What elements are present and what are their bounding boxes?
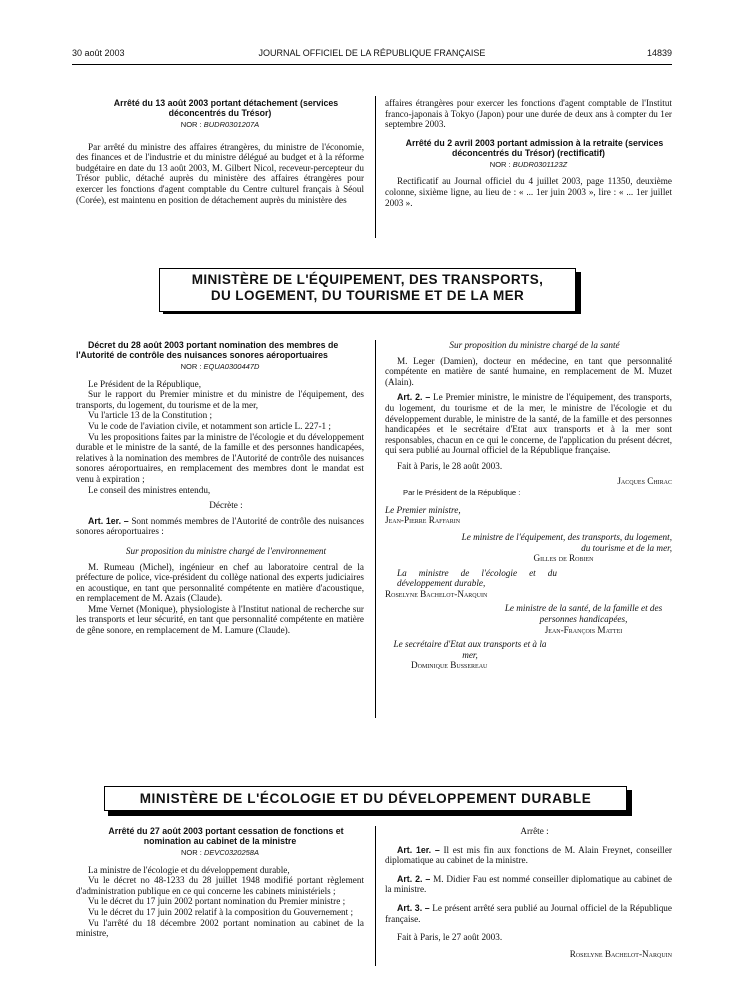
eq-minister-name: Gilles de Robien (533, 553, 594, 564)
arrete-detachement (76, 98, 364, 205)
arrete-art1: Art. 1er. – Il est mis fin aux fonctions de M. Alain Freynet, conseiller diplomatique au cabinet de la ministre. (385, 844, 672, 866)
arrete-para: Vu le décret du 17 juin 2002 portant nomination du Premier ministre ; (88, 896, 346, 907)
decret-title: Décret du 28 août 2003 portant nomination des membres de l'Autorité de contrôle des nuisances sonores aéroportuaires (76, 340, 339, 360)
pm-name: Jean-Pierre Raffarin (385, 515, 461, 526)
arrete-cabinet-title: Arrêté du 27 août 2003 portant cessation de fonctions et nomination au cabinet de la ministre (108, 826, 344, 846)
decret-art2: Art. 2. – Le Premier ministre, le ministre de l'équipement, des transports, du logement, du tourisme et de la mer, le ministre de l'écologie et du développement durable, le ministre de la santé, de la famille et des personnes handicapées et le secrétaire d'Etat aux transports et à la mer sont responsables, chacun en ce qui le concerne, de l'application du présent décret, qui sera publié au Journal officiel de la République française. (385, 392, 672, 456)
sante-minister-name: Jean-François Mattei (544, 624, 623, 635)
proposition-sante: Sur proposition du ministre chargé de la santé (449, 340, 620, 350)
member-rumeau: M. Rumeau (Michel), ingénieur en chef au laboratoire central de la préfecture de police, vice-président du collège national des experts judiciaires en acoustique, en tant que personnalité compétente en matière d'acoustique, en remplacement de M. Azais (Claude). (76, 561, 364, 604)
header-journal-title: JOURNAL OFFICIEL DE LA RÉPUBLIQUE FRANÇAISE (258, 48, 486, 58)
rectificatif-body: Rectificatif au Journal officiel du 4 juillet 2003, page 11350, deuxième colonne, sixième ligne, au lieu de : « ... 1er juin 2003 », lire : « ... 1er juillet 2003 ». (385, 176, 672, 208)
arrete-para: Vu l'arrêté du 18 décembre 2002 portant nomination au cabinet de la ministre, (76, 917, 364, 939)
ministry-equipement-heading (159, 268, 576, 312)
ministry-ecologie-heading (104, 786, 627, 811)
arrete-art2: Art. 2. – M. Didier Fau est nommé conseiller diplomatique au cabinet de la ministre. (385, 873, 673, 895)
se-title: Le secrétaire d'Etat aux transports et à la mer, (393, 639, 547, 660)
eco-minister-title: La ministre de l'écologie et du développement durable, (397, 567, 557, 589)
nor-line: NOR : EQUA0300447D (180, 362, 260, 371)
arrete-art3: Art. 3. – Le présent arrêté sera publié au Journal officiel de la République française. (385, 902, 672, 924)
header-date: 30 août 2003 (72, 48, 125, 58)
arrete-detachement-title: Arrêté du 13 août 2003 portant détachement (services déconcentrés du Trésor) (113, 98, 339, 118)
nor-line: NOR : DEVC0320258A (181, 848, 259, 857)
signature-chirac: Jacques Chirac (617, 475, 672, 486)
arrete-para: Vu le décret du 17 juin 2002 relatif à la composition du Gouvernement ; (88, 906, 354, 917)
ministry-line-1: MINISTÈRE DE L'ÉQUIPEMENT, DES TRANSPORTS, (191, 272, 544, 287)
par-le-president: Par le Président de la République : (403, 488, 521, 498)
decret-fait: Fait à Paris, le 28 août 2003. (397, 460, 503, 471)
column-separator (375, 826, 376, 966)
header-page-number: 14839 (646, 48, 672, 58)
se-name: Dominique Bussereau (411, 660, 488, 671)
continuation-text: affaires étrangères pour exercer les fonctions d'agent comptable de l'Institut franco-japonais à Tokyo (Japon) pour une durée de deux ans à compter du 1er septembre 2003. (385, 98, 672, 130)
arrete-fait: Fait à Paris, le 27 août 2003. (397, 932, 503, 943)
arrete-detachement-body: Par arrêté du ministre des affaires étrangères, du ministre de l'économie, des finances et de l'industrie et du ministre délégué au budget et à la réforme budgétaire en date du 13 août 2003, M. Gilbert Nicol, receveur-percepteur du Trésor public, détaché auprès du ministère des affaires étrangères pour exercer les fonctions d'agent comptable du Centre culturel français à Séoul (Corée), est maintenu en position de détachement auprès du ministère des (76, 141, 364, 205)
arrete-para: Vu le décret no 48-1233 du 28 juillet 1948 modifié portant règlement d'administration publique en ce qui concerne les cabinets ministériels ; (76, 875, 364, 896)
decret-para: Vu l'article 13 de la Constitution ; (88, 410, 213, 421)
arrete-retraite-title: Arrêté du 2 avril 2003 portant admission à la retraite (services déconcentrés du Trésor) (rectificatif) (405, 137, 664, 158)
decret-para: Le Président de la République, (88, 378, 202, 389)
decret-art1: Art. 1er. – Sont nommés membres de l'Autorité de contrôle des nuisances sonores aéroportuaires : (76, 515, 364, 537)
eco-minister-name: Roselyne Bachelot-Narquin (385, 588, 488, 599)
decret-para: Vu les propositions faites par la ministre de l'écologie et du développement durable et le ministre de la santé, de la famille et des personnes handicapées, relatives à la nomination des membres de l'Autorité de contrôle des nuisances sonores aéroportuaires, en remplacement des membres dont le mandat est venu à expiration ; (76, 431, 364, 484)
sante-minister-title: Le ministre de la santé, de la famille et des personnes handicapées, (504, 603, 663, 625)
proposition-environnement: Sur proposition du ministre chargé de l'environnement (125, 545, 327, 556)
ministry-line-1: MINISTÈRE DE L'ÉCOLOGIE ET DU DÉVELOPPEMENT DURABLE (139, 791, 592, 806)
arrete-cabinet-right (385, 826, 672, 959)
top-right-column (385, 98, 672, 208)
page-header (72, 48, 672, 62)
arrete-para: La ministre de l'écologie et du développement durable, (88, 864, 290, 875)
column-separator (375, 96, 376, 238)
signature-bachelot: Roselyne Bachelot-Narquin (569, 948, 672, 959)
member-leger: M. Leger (Damien), docteur en médecine, en tant que personnalité compétente en matière de santé humaine, en remplacement de M. Muzet (Alain). (385, 355, 672, 387)
decrete-label: Décrète : (209, 500, 243, 511)
decret-para: Vu le code de l'aviation civile, et notamment son article L. 227-1 ; (88, 420, 331, 431)
arrete-label: Arrête : (520, 826, 549, 836)
column-separator (375, 340, 376, 718)
ministry-line-2: DU LOGEMENT, DU TOURISME ET DE LA MER (210, 288, 525, 303)
member-vernet: Mme Vernet (Monique), physiologiste à l'Institut national de recherche sur les transports et leur sécurité, en tant que personnalité compétente en matière de gêne sonore, en remplacement de M. Lamure (Claude). (76, 603, 364, 636)
pm-title: Le Premier ministre, (385, 504, 461, 515)
decret-para: Le conseil des ministres entendu, (88, 484, 211, 495)
decret-para: Sur le rapport du Premier ministre et du ministre de l'équipement, des transports, du logement, du tourisme et de la mer, (76, 389, 364, 410)
decret-left-column (76, 340, 364, 636)
decret-right-column (385, 340, 672, 671)
header-rule (72, 64, 672, 65)
arrete-cabinet-left (76, 826, 364, 939)
nor-line: NOR : BUDR0301207A (180, 120, 260, 129)
eq-minister-title: Le ministre de l'équipement, des transports, du logement, du tourisme et de la mer, (461, 531, 672, 553)
nor-line: NOR : BUDR0301123Z (489, 159, 568, 169)
